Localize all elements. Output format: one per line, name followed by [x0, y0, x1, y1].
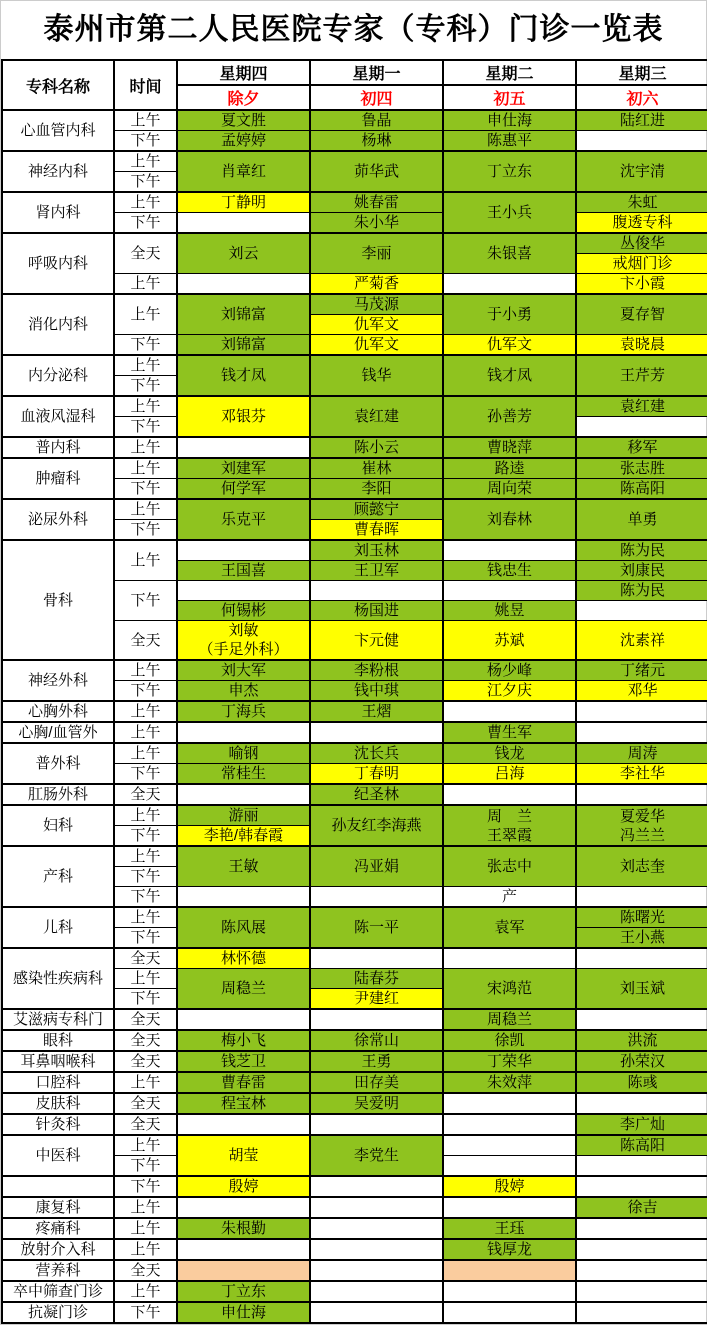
doctor-cell: 李党生 [310, 1135, 443, 1176]
time-slot: 全天 [114, 1009, 177, 1030]
doctor-cell: 王卫军 [310, 561, 443, 581]
doctor-cell: 王勇 [310, 1051, 443, 1072]
doctor-cell: 王国喜 [177, 561, 310, 581]
doctor-cell: 陆红进 [576, 110, 707, 131]
doctor-cell: 刘玉林 [310, 540, 443, 561]
doctor-cell: 孙善芳 [443, 396, 576, 437]
doctor-cell: 产 [443, 887, 576, 908]
time-slot: 全天 [114, 784, 177, 805]
empty-cell [443, 701, 576, 722]
empty-cell [443, 1281, 576, 1302]
doctor-cell: 朱小华 [310, 213, 443, 234]
empty-cell [310, 1260, 443, 1281]
header-day-thu: 星期四 [177, 60, 310, 85]
header-date-chu4: 初四 [310, 85, 443, 110]
doctor-cell: 曹生军 [443, 722, 576, 743]
doctor-cell: 陆春芬 [310, 969, 443, 989]
doctor-cell: 洪流 [576, 1030, 707, 1051]
time-slot: 下午 [114, 826, 177, 847]
time-slot: 上午 [114, 846, 177, 867]
empty-cell [576, 1302, 707, 1323]
empty-cell [310, 1009, 443, 1030]
specialty-name: 心胸/血管外 [2, 722, 114, 743]
doctor-cell: 吕海 [443, 764, 576, 785]
empty-cell [177, 1260, 310, 1281]
empty-cell [576, 1156, 707, 1177]
empty-cell [443, 1197, 576, 1218]
doctor-cell: 王小兵 [443, 192, 576, 233]
time-slot: 上午 [114, 907, 177, 928]
doctor-cell: 江夕庆 [443, 681, 576, 702]
time-slot: 上午 [114, 294, 177, 335]
doctor-cell: 严菊香 [310, 274, 443, 295]
table-header [2, 60, 707, 110]
empty-cell [310, 1176, 443, 1197]
empty-cell [177, 722, 310, 743]
doctor-cell: 袁晓晨 [576, 335, 707, 356]
doctor-cell: 顾懿宁 [310, 499, 443, 520]
doctor-cell: 钱华 [310, 355, 443, 396]
time-slot: 上午 [114, 1218, 177, 1239]
doctor-cell: 刘志奎 [576, 846, 707, 887]
empty-cell [310, 1302, 443, 1323]
doctor-cell: 吴爱明 [310, 1093, 443, 1114]
doctor-cell: 钱忠生 [443, 561, 576, 581]
doctor-cell: 丁春明 [310, 764, 443, 785]
specialty-name: 疼痛科 [2, 1218, 114, 1239]
empty-cell [443, 1156, 576, 1177]
doctor-cell: 申仕海 [443, 110, 576, 131]
specialty-name: 心血管内科 [2, 110, 114, 151]
empty-cell [177, 1197, 310, 1218]
empty-cell [576, 1218, 707, 1239]
empty-cell [310, 581, 443, 601]
specialty-name [2, 1176, 114, 1197]
doctor-cell: 仇军文 [310, 335, 443, 356]
doctor-cell: 朱虹 [576, 192, 707, 213]
time-slot: 下午 [114, 1156, 177, 1177]
specialty-name: 神经内科 [2, 151, 114, 192]
doctor-cell: 沈宇清 [576, 151, 707, 192]
specialty-name: 耳鼻咽喉科 [2, 1051, 114, 1072]
time-slot: 上午 [114, 722, 177, 743]
doctor-cell: 王芹芳 [576, 355, 707, 396]
doctor-cell: 姚昱 [443, 601, 576, 621]
doctor-cell: 王珏 [443, 1218, 576, 1239]
empty-cell [443, 581, 576, 601]
time-slot: 下午 [114, 928, 177, 949]
time-slot: 全天 [114, 621, 177, 661]
doctor-cell: 夏存智 [576, 294, 707, 335]
time-slot: 上午 [114, 1072, 177, 1093]
specialty-name: 泌尿外科 [2, 499, 114, 540]
doctor-cell: 徐常山 [310, 1030, 443, 1051]
time-slot: 下午 [114, 867, 177, 887]
doctor-cell: 夏文胜 [177, 110, 310, 131]
empty-cell [443, 1114, 576, 1135]
empty-cell [576, 601, 707, 621]
time-slot: 上午 [114, 396, 177, 417]
doctor-cell: 张志胜 [576, 458, 707, 479]
doctor-cell: 刘建军 [177, 458, 310, 479]
doctor-cell: 王敏 [177, 846, 310, 887]
empty-cell [443, 540, 576, 561]
time-slot: 上午 [114, 540, 177, 581]
doctor-cell: 曹春雷 [177, 1072, 310, 1093]
specialty-name: 普内科 [2, 437, 114, 458]
empty-cell [310, 1197, 443, 1218]
time-slot: 下午 [114, 581, 177, 621]
specialty-name: 普外科 [2, 743, 114, 784]
doctor-cell: 陈风展 [177, 907, 310, 948]
time-slot: 上午 [114, 110, 177, 131]
empty-cell [310, 722, 443, 743]
empty-cell [576, 784, 707, 805]
doctor-cell: 丁荣华 [443, 1051, 576, 1072]
doctor-cell: 刘大军 [177, 660, 310, 681]
doctor-cell: 戒烟门诊 [576, 254, 707, 274]
time-slot: 全天 [114, 233, 177, 274]
doctor-cell: 杨国进 [310, 601, 443, 621]
time-slot: 下午 [114, 376, 177, 397]
doctor-cell: 丁立东 [177, 1281, 310, 1302]
doctor-cell: 宋鸿范 [443, 969, 576, 1010]
time-slot: 上午 [114, 805, 177, 826]
doctor-cell: 曹晓萍 [443, 437, 576, 458]
time-slot: 下午 [114, 520, 177, 541]
empty-cell [576, 1260, 707, 1281]
doctor-cell: 徐吉 [576, 1197, 707, 1218]
specialty-name: 神经外科 [2, 660, 114, 701]
doctor-cell: 茆华武 [310, 151, 443, 192]
empty-cell [177, 274, 310, 295]
empty-cell [177, 581, 310, 601]
time-slot: 全天 [114, 1114, 177, 1135]
time-slot: 下午 [114, 335, 177, 356]
doctor-cell: 仇军文 [443, 335, 576, 356]
doctor-cell: 朱银喜 [443, 233, 576, 274]
specialty-name: 艾滋病专科门 [2, 1009, 114, 1030]
doctor-cell: 乐克平 [177, 499, 310, 540]
specialty-name: 产科 [2, 846, 114, 907]
empty-cell [576, 948, 707, 969]
empty-cell [310, 948, 443, 969]
specialty-name: 感染性疾病科 [2, 948, 114, 1009]
doctor-cell: 陈高阳 [576, 479, 707, 500]
doctor-cell: 何锡彬 [177, 601, 310, 621]
header-time: 时间 [114, 60, 177, 110]
specialty-name: 抗凝门诊 [2, 1302, 114, 1323]
empty-cell [443, 274, 576, 295]
empty-cell [310, 1239, 443, 1260]
doctor-cell: 李粉根 [310, 660, 443, 681]
doctor-cell: 周 兰 王翠霞 [443, 805, 576, 846]
doctor-cell: 殷婷 [443, 1176, 576, 1197]
empty-cell [310, 887, 443, 908]
empty-cell [443, 1135, 576, 1156]
specialty-name: 肿瘤科 [2, 458, 114, 499]
doctor-cell: 李艳/韩春霞 [177, 826, 310, 847]
doctor-cell: 丁绪元 [576, 660, 707, 681]
time-slot: 上午 [114, 660, 177, 681]
empty-cell [443, 784, 576, 805]
empty-cell [443, 1302, 576, 1323]
empty-cell [576, 701, 707, 722]
empty-cell [177, 1239, 310, 1260]
time-slot: 上午 [114, 274, 177, 295]
doctor-cell: 曹春晖 [310, 520, 443, 541]
empty-cell [177, 1114, 310, 1135]
doctor-cell: 何学军 [177, 479, 310, 500]
doctor-cell: 沈长兵 [310, 743, 443, 764]
time-slot: 全天 [114, 1093, 177, 1114]
doctor-cell: 孙友红李海燕 [310, 805, 443, 846]
specialty-name: 肾内科 [2, 192, 114, 233]
doctor-cell: 路逵 [443, 458, 576, 479]
doctor-cell: 朱效萍 [443, 1072, 576, 1093]
doctor-cell: 刘康民 [576, 561, 707, 581]
doctor-cell: 丛俊华 [576, 233, 707, 254]
doctor-cell: 苏斌 [443, 621, 576, 661]
doctor-cell: 邓银芬 [177, 396, 310, 437]
doctor-cell: 移军 [576, 437, 707, 458]
time-slot: 下午 [114, 417, 177, 438]
specialty-name: 骨科 [2, 540, 114, 660]
time-slot: 下午 [114, 681, 177, 702]
doctor-cell: 袁红建 [310, 396, 443, 437]
specialty-name: 康复科 [2, 1197, 114, 1218]
doctor-cell: 陈一平 [310, 907, 443, 948]
doctor-cell: 刘锦富 [177, 294, 310, 335]
doctor-cell: 林怀德 [177, 948, 310, 969]
doctor-cell: 钱才凤 [177, 355, 310, 396]
specialty-name: 卒中筛查门诊 [2, 1281, 114, 1302]
doctor-cell: 程宝林 [177, 1093, 310, 1114]
time-slot: 下午 [114, 887, 177, 908]
empty-cell [576, 1093, 707, 1114]
empty-cell [177, 437, 310, 458]
specialty-name: 口腔科 [2, 1072, 114, 1093]
doctor-cell: 王熠 [310, 701, 443, 722]
doctor-cell: 刘云 [177, 233, 310, 274]
doctor-cell: 周向荣 [443, 479, 576, 500]
time-slot: 上午 [114, 969, 177, 989]
doctor-cell: 陈小云 [310, 437, 443, 458]
doctor-cell: 刘锦富 [177, 335, 310, 356]
doctor-cell: 袁军 [443, 907, 576, 948]
doctor-cell: 申仕海 [177, 1302, 310, 1323]
doctor-cell: 腹透专科 [576, 213, 707, 234]
doctor-cell: 单勇 [576, 499, 707, 540]
empty-cell [576, 1009, 707, 1030]
header-specialty: 专科名称 [2, 60, 114, 110]
doctor-cell: 杨少峰 [443, 660, 576, 681]
empty-cell [443, 1093, 576, 1114]
time-slot: 下午 [114, 131, 177, 152]
doctor-cell: 刘春林 [443, 499, 576, 540]
doctor-cell: 陈曙光 [576, 907, 707, 928]
doctor-cell: 孙荣汉 [576, 1051, 707, 1072]
time-slot: 下午 [114, 213, 177, 234]
specialty-name: 血液风湿科 [2, 396, 114, 437]
time-slot: 上午 [114, 151, 177, 172]
time-slot: 上午 [114, 499, 177, 520]
doctor-cell: 陈高阳 [576, 1135, 707, 1156]
doctor-cell: 梅小飞 [177, 1030, 310, 1051]
time-slot: 上午 [114, 743, 177, 764]
time-slot: 上午 [114, 192, 177, 213]
time-slot: 全天 [114, 1051, 177, 1072]
time-slot: 下午 [114, 479, 177, 500]
doctor-cell: 尹建红 [310, 989, 443, 1010]
empty-cell [576, 1239, 707, 1260]
doctor-cell: 卞元健 [310, 621, 443, 661]
doctor-cell: 丁海兵 [177, 701, 310, 722]
header-day-mon: 星期一 [310, 60, 443, 85]
time-slot: 上午 [114, 437, 177, 458]
doctor-cell: 纪圣林 [310, 784, 443, 805]
empty-cell [310, 1218, 443, 1239]
doctor-cell: 丁静明 [177, 192, 310, 213]
time-slot: 下午 [114, 764, 177, 785]
doctor-cell: 李丽 [310, 233, 443, 274]
doctor-cell: 马茂源 [310, 294, 443, 315]
empty-cell [576, 1176, 707, 1197]
header-date-chu5: 初五 [443, 85, 576, 110]
schedule-body [2, 110, 707, 1323]
time-slot: 上午 [114, 1135, 177, 1156]
doctor-cell: 李社华 [576, 764, 707, 785]
clinic-schedule-table [1, 59, 707, 1324]
doctor-cell: 喻钢 [177, 743, 310, 764]
time-slot: 下午 [114, 172, 177, 193]
doctor-cell: 钱芝卫 [177, 1051, 310, 1072]
doctor-cell: 孟婷婷 [177, 131, 310, 152]
doctor-cell: 胡莹 [177, 1135, 310, 1176]
doctor-cell: 申杰 [177, 681, 310, 702]
time-slot: 上午 [114, 701, 177, 722]
doctor-cell: 于小勇 [443, 294, 576, 335]
doctor-cell: 周稳兰 [443, 1009, 576, 1030]
header-date-chu6: 初六 [576, 85, 707, 110]
empty-cell [177, 784, 310, 805]
doctor-cell: 田存美 [310, 1072, 443, 1093]
empty-cell [443, 948, 576, 969]
time-slot: 下午 [114, 1176, 177, 1197]
specialty-name: 内分泌科 [2, 355, 114, 396]
specialty-name: 儿科 [2, 907, 114, 948]
specialty-name: 放射介入科 [2, 1239, 114, 1260]
doctor-cell: 钱龙 [443, 743, 576, 764]
doctor-cell: 周涛 [576, 743, 707, 764]
doctor-cell: 杨琳 [310, 131, 443, 152]
time-slot: 下午 [114, 989, 177, 1010]
doctor-cell: 卞小霞 [576, 274, 707, 295]
doctor-cell: 钱厚龙 [443, 1239, 576, 1260]
time-slot: 全天 [114, 1030, 177, 1051]
doctor-cell: 沈素祥 [576, 621, 707, 661]
page-title: 泰州市第二人民医院专家（专科）门诊一览表 [43, 13, 664, 46]
empty-cell [177, 1009, 310, 1030]
empty-cell [576, 417, 707, 438]
doctor-cell: 陈彧 [576, 1072, 707, 1093]
doctor-cell: 仇军文 [310, 315, 443, 335]
specialty-name: 皮肤科 [2, 1093, 114, 1114]
time-slot: 上午 [114, 355, 177, 376]
doctor-cell: 游丽 [177, 805, 310, 826]
doctor-cell: 袁红建 [576, 396, 707, 417]
specialty-name: 妇科 [2, 805, 114, 846]
time-slot: 全天 [114, 1260, 177, 1281]
specialty-name: 营养科 [2, 1260, 114, 1281]
header-day-tue: 星期二 [443, 60, 576, 85]
doctor-cell: 刘玉斌 [576, 969, 707, 1010]
doctor-cell: 钱中琪 [310, 681, 443, 702]
doctor-cell: 钱才凤 [443, 355, 576, 396]
specialty-name: 心胸外科 [2, 701, 114, 722]
doctor-cell: 殷婷 [177, 1176, 310, 1197]
empty-cell [576, 887, 707, 908]
doctor-cell: 陈为民 [576, 581, 707, 601]
doctor-cell: 李广灿 [576, 1114, 707, 1135]
doctor-cell: 鲁晶 [310, 110, 443, 131]
header-day-wed: 星期三 [576, 60, 707, 85]
time-slot: 上午 [114, 1281, 177, 1302]
specialty-name: 消化内科 [2, 294, 114, 355]
doctor-cell: 张志中 [443, 846, 576, 887]
time-slot: 上午 [114, 1197, 177, 1218]
doctor-cell: 姚春雷 [310, 192, 443, 213]
time-slot: 全天 [114, 948, 177, 969]
empty-cell [310, 1114, 443, 1135]
empty-cell [576, 131, 707, 152]
empty-cell [310, 1281, 443, 1302]
doctor-cell: 刘敏 （手足外科） [177, 621, 310, 661]
empty-cell [177, 887, 310, 908]
doctor-cell: 徐凯 [443, 1030, 576, 1051]
empty-cell [576, 722, 707, 743]
time-slot: 上午 [114, 458, 177, 479]
time-slot: 上午 [114, 1239, 177, 1260]
header-date-chuxi: 除夕 [177, 85, 310, 110]
time-slot: 下午 [114, 1302, 177, 1323]
doctor-cell: 夏爱华 冯兰兰 [576, 805, 707, 846]
specialty-name: 肛肠外科 [2, 784, 114, 805]
doctor-cell: 王小燕 [576, 928, 707, 949]
doctor-cell: 崔林 [310, 458, 443, 479]
specialty-name: 眼科 [2, 1030, 114, 1051]
doctor-cell: 常桂生 [177, 764, 310, 785]
empty-cell [177, 213, 310, 234]
doctor-cell: 冯亚娟 [310, 846, 443, 887]
specialty-name: 针灸科 [2, 1114, 114, 1135]
empty-cell [576, 1281, 707, 1302]
doctor-cell: 李阳 [310, 479, 443, 500]
specialty-name: 呼吸内科 [2, 233, 114, 294]
doctor-cell: 陈惠平 [443, 131, 576, 152]
empty-cell [443, 1260, 576, 1281]
doctor-cell: 肖章红 [177, 151, 310, 192]
doctor-cell: 陈为民 [576, 540, 707, 561]
doctor-cell: 丁立东 [443, 151, 576, 192]
specialty-name: 中医科 [2, 1135, 114, 1176]
doctor-cell: 周稳兰 [177, 969, 310, 1010]
empty-cell [177, 540, 310, 561]
doctor-cell: 邓华 [576, 681, 707, 702]
doctor-cell: 朱根勤 [177, 1218, 310, 1239]
